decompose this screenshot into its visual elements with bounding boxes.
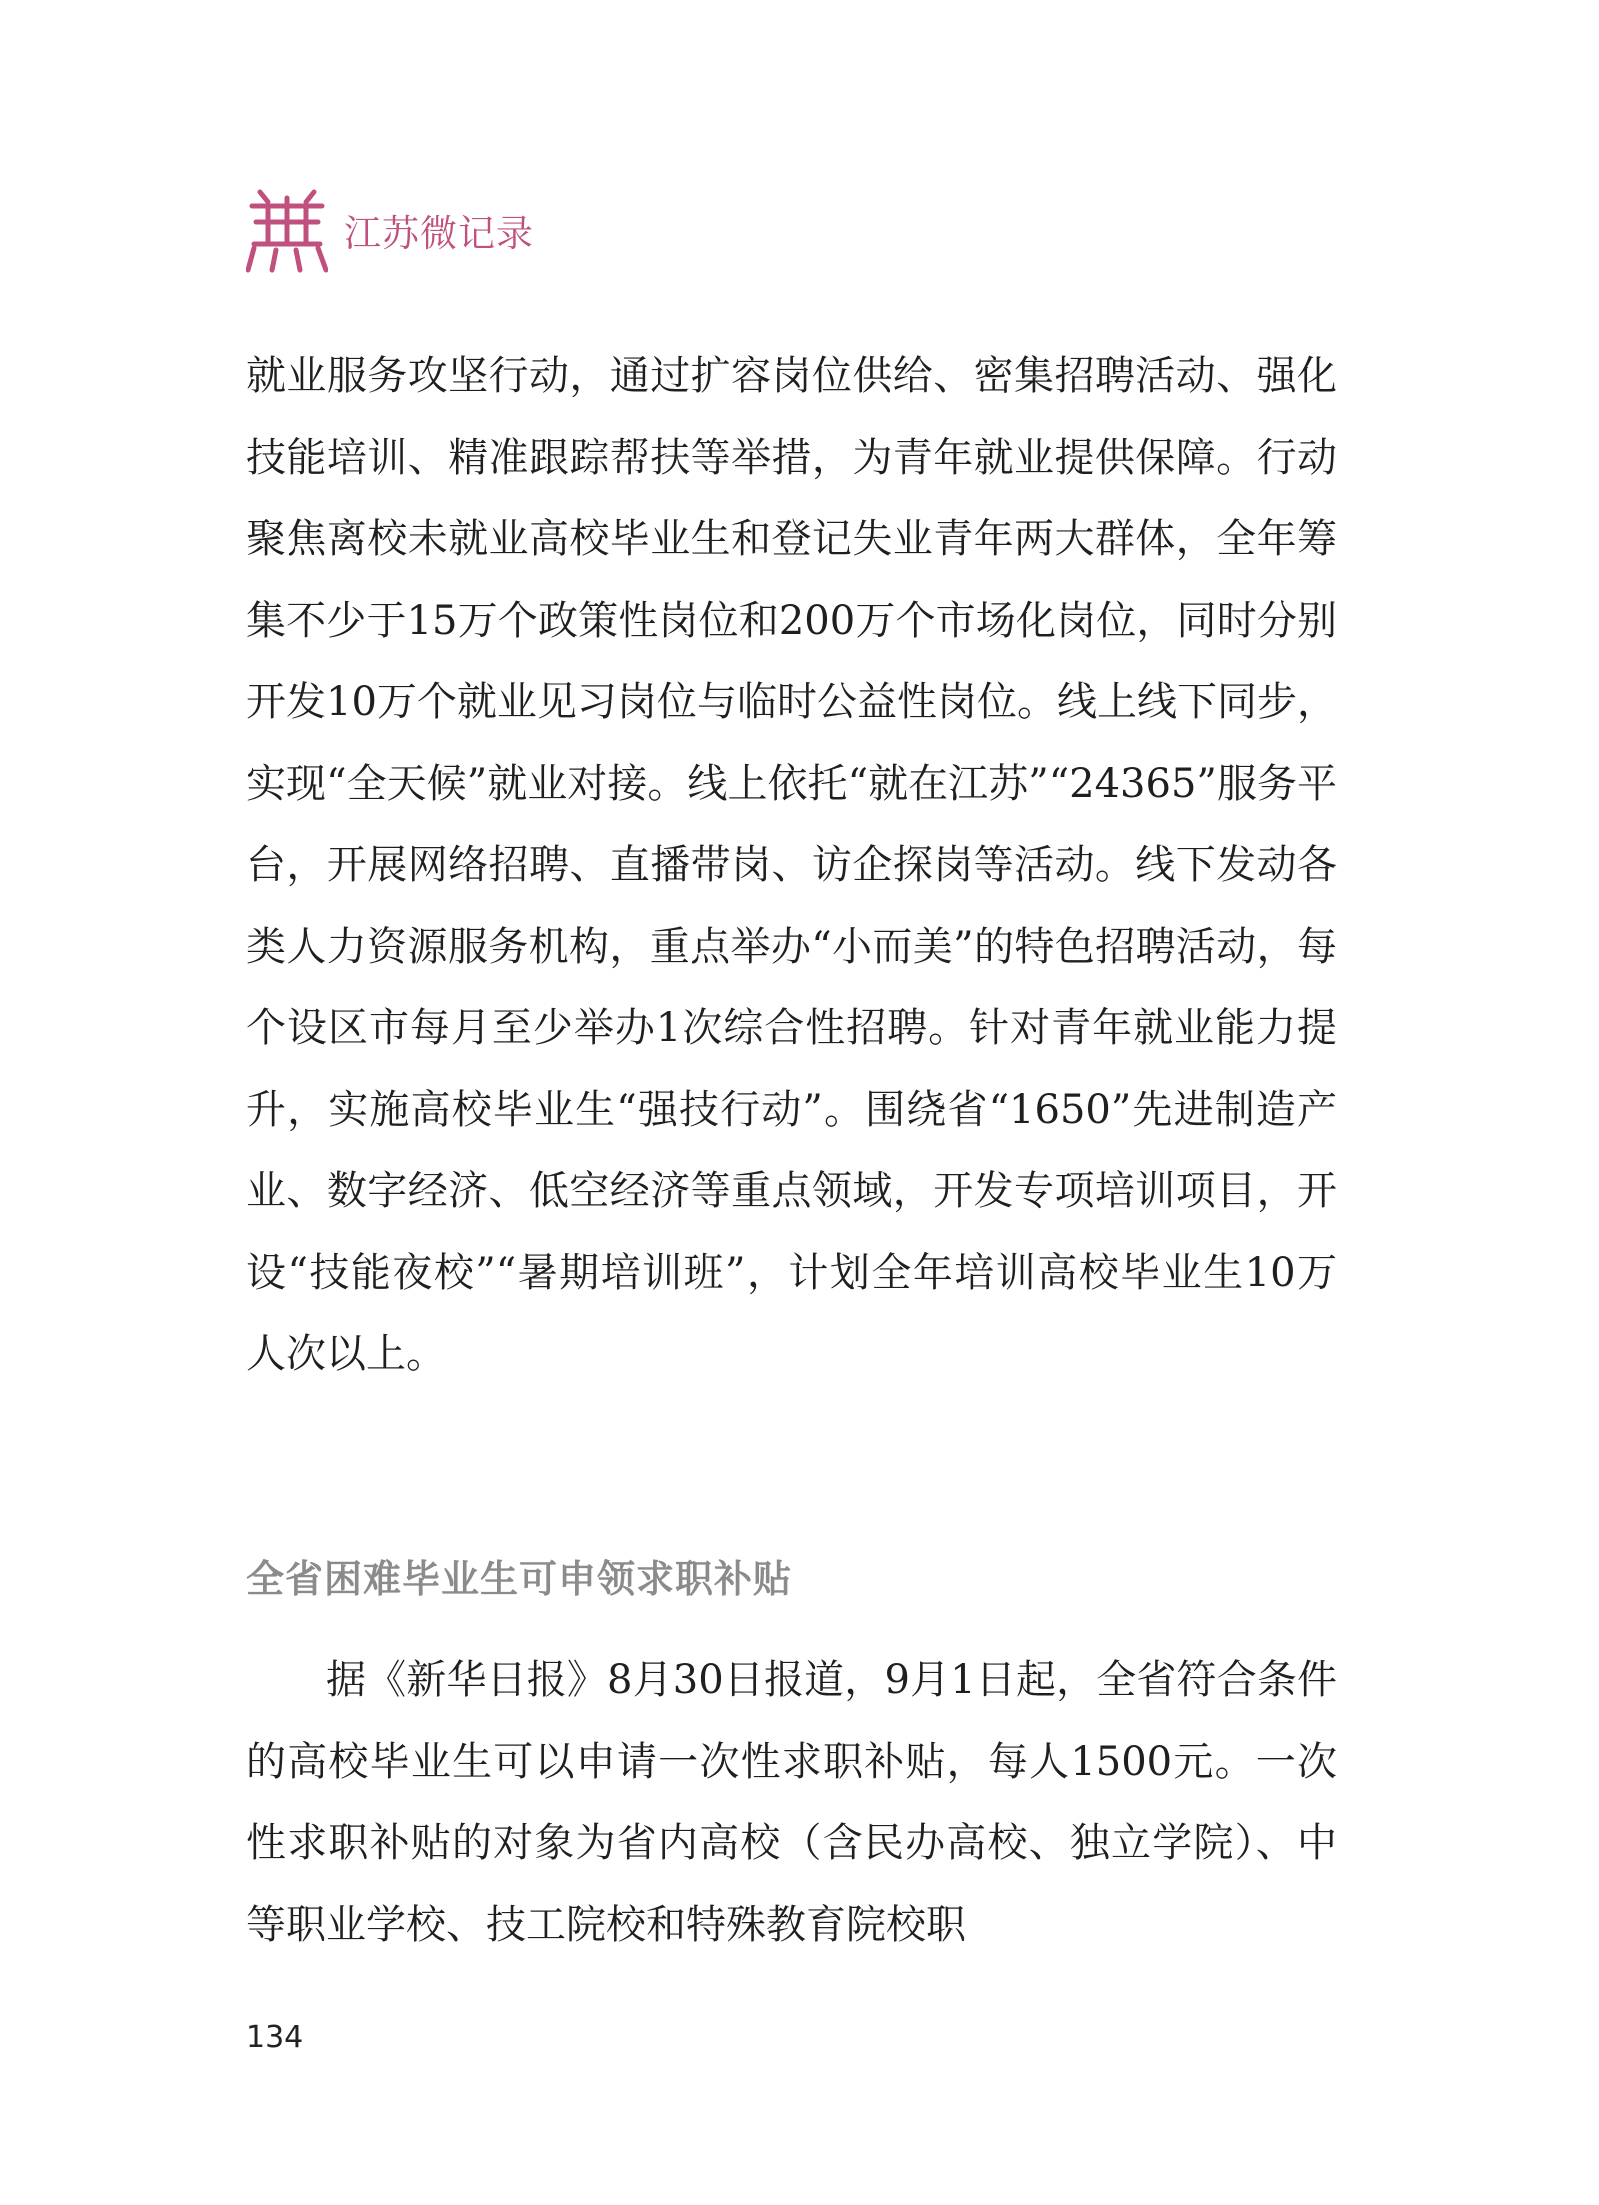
- paragraph-text: 据《新华日报》8月30日报道，9月1日起，全省符合条件的高校毕业生可以申请一次性求职补贴，每人1500元。一次性求职补贴的对象为省内高校（含民办高校、独立学院）、中等职业学校、技工院校和特殊教育院校职: [246, 1657, 1337, 1948]
- section-heading: 全省困难毕业生可申领求职补贴: [246, 1557, 793, 1601]
- header-title: 江苏微记录: [344, 212, 534, 255]
- jiangsu-seal-icon: [246, 186, 328, 274]
- body-paragraph-1: [246, 336, 1337, 1396]
- page-header: [246, 186, 534, 274]
- page-number: 134: [246, 2020, 304, 2055]
- body-paragraph-2: [246, 1640, 1337, 1966]
- paragraph-text: 就业服务攻坚行动，通过扩容岗位供给、密集招聘活动、强化技能培训、精准跟踪帮扶等举措，为青年就业提供保障。行动聚焦离校未就业高校毕业生和登记失业青年两大群体，全年筹集不少于15万个政策性岗位和200万个市场化岗位，同时分别开发10万个就业见习岗位与临时公益性岗位。线上线下同步，实现“全天候”就业对接。线上依托“就在江苏”“24365”服务平台，开展网络招聘、直播带岗、访企探岗等活动。线下发动各类人力资源服务机构，重点举办“小而美”的特色招聘活动，每个设区市每月至少举办1次综合性招聘。针对青年就业能力提升，实施高校毕业生“强技行动”。围绕省“1650”先进制造产业、数字经济、低空经济等重点领域，开发专项培训项目，开设“技能夜校”“暑期培训班”，计划全年培训高校毕业生10万人次以上。: [246, 353, 1337, 1377]
